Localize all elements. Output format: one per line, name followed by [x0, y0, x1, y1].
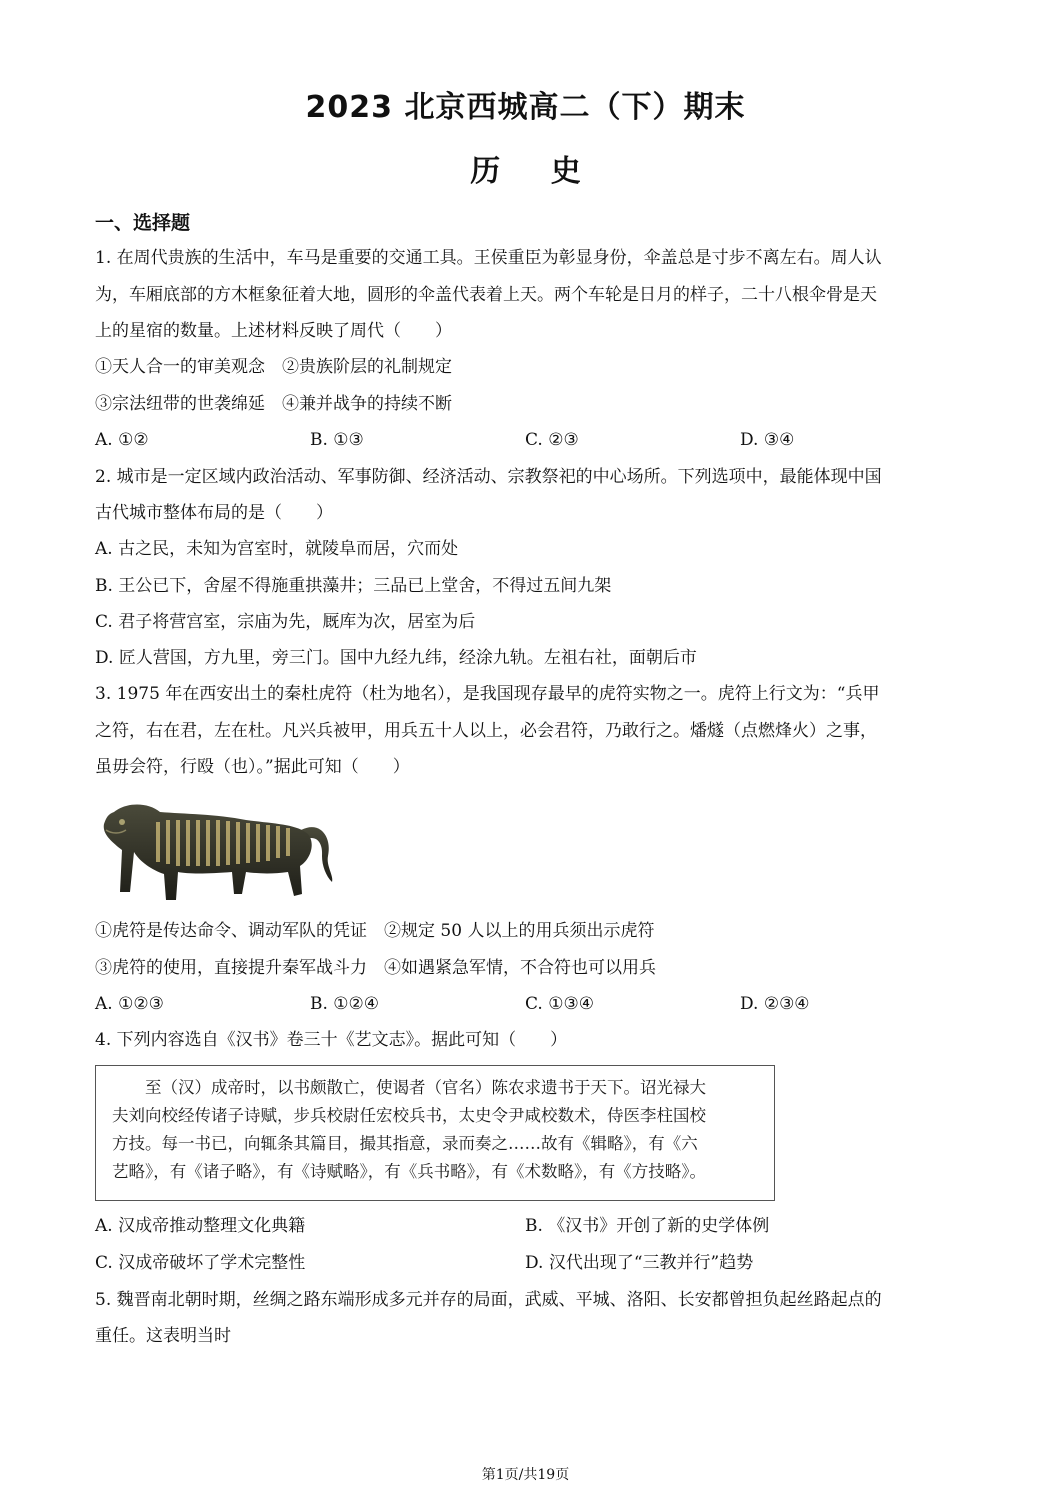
q2-line-2: 古代城市整体布局的是（ ）: [95, 503, 333, 523]
q4-option-c[interactable]: C. 汉成帝破坏了学术完整性: [95, 1253, 306, 1273]
q2-option-d[interactable]: D. 匠人营国，方九里，旁三门。国中九经九纬，经涂九轨。左祖右社，面朝后市: [95, 648, 697, 668]
q3-item-row-2: ③虎符的使用，直接提升秦军战斗力 ④如遇紧急军情，不合符也可以用兵: [95, 958, 656, 978]
q2-option-a[interactable]: A. 古之民，未知为宫室时，就陵阜而居，穴而处: [95, 539, 459, 559]
q3-line-3: 虽毋会符，行殴（也）。”据此可知（ ）: [95, 757, 410, 777]
section-heading: 一、选择题: [95, 212, 191, 234]
q1-item-row-2: ③宗法纽带的世袭绵延 ④兼并战争的持续不断: [95, 394, 452, 414]
q5-line-2: 重任。这表明当时: [95, 1326, 231, 1346]
q1-line-3: 上的星宿的数量。上述材料反映了周代（ ）: [95, 321, 452, 341]
quote-line-2: 夫刘向校经传诸子诗赋，步兵校尉任宏校兵书，太史令尹咸校数术，侍医李柱国校: [112, 1106, 706, 1125]
q2-option-c[interactable]: C. 君子将营宫室，宗庙为先，厩库为次，居室为后: [95, 612, 476, 632]
q2-line-1: 2. 城市是一定区域内政治活动、军事防御、经济活动、宗教祭祀的中心场所。下列选项中，最能体现中国: [95, 467, 882, 487]
q1-line-1: 1. 在周代贵族的生活中，车马是重要的交通工具。王侯重臣为彰显身份，伞盖总是寸步不离左右。周人认: [95, 248, 882, 268]
q3-option-c[interactable]: C. ①③④: [525, 994, 594, 1014]
source-quote-box: [95, 1065, 775, 1201]
q1-option-d[interactable]: D. ③④: [740, 430, 795, 450]
q2-option-b[interactable]: B. 王公已下，舍屋不得施重拱藻井；三品已上堂舍，不得过五间九架: [95, 576, 612, 596]
q1-option-a[interactable]: A. ①②: [95, 430, 149, 450]
subject-title: 历 史: [470, 154, 581, 189]
page-footer: 第1页/共19页: [481, 1467, 570, 1483]
q1-line-2: 为，车厢底部的方木框象征着大地，圆形的伞盖代表着上天。两个车轮是日月的样子，二十八根伞骨是天: [95, 285, 877, 305]
q3-option-b[interactable]: B. ①②④: [310, 994, 380, 1014]
q4-option-b[interactable]: B. 《汉书》开创了新的史学体例: [525, 1216, 770, 1236]
q3-line-1: 3. 1975 年在西安出土的秦杜虎符（杜为地名），是我国现存最早的虎符实物之一。虎符上行文为：“兵甲: [95, 684, 880, 704]
q1-item-row-1: ①天人合一的审美观念 ②贵族阶层的礼制规定: [95, 357, 452, 377]
q5-line-1: 5. 魏晋南北朝时期，丝绸之路东端形成多元并存的局面，武威、平城、洛阳、长安都曾担负起丝路起点的: [95, 1290, 882, 1310]
quote-line-3: 方技。每一书已，向辄条其篇目，撮其指意，录而奏之……故有《辑略》，有《六: [112, 1134, 698, 1153]
quote-line-1: 至（汉）成帝时，以书颇散亡，使谒者（官名）陈农求遗书于天下。诏光禄大: [112, 1078, 706, 1097]
q3-option-d[interactable]: D. ②③④: [740, 994, 810, 1014]
tiger-tally-image: [96, 790, 336, 910]
q3-line-2: 之符，右在君，左在杜。凡兴兵被甲，用兵五十人以上，必会君符，乃敢行之。燔燧（点燃烽火）之事，: [95, 721, 877, 741]
q4-option-d[interactable]: D. 汉代出现了“三教并行”趋势: [525, 1253, 754, 1273]
q3-option-a[interactable]: A. ①②③: [95, 994, 164, 1014]
quote-line-4: 艺略》，有《诸子略》，有《诗赋略》，有《兵书略》，有《术数略》，有《方技略》。: [112, 1162, 706, 1181]
q1-option-c[interactable]: C. ②③: [525, 430, 579, 450]
exam-title: 2023 北京西城高二（下）期末: [305, 90, 746, 125]
q3-item-row-1: ①虎符是传达命令、调动军队的凭证 ②规定 50 人以上的用兵须出示虎符: [95, 921, 655, 941]
q1-option-b[interactable]: B. ①③: [310, 430, 364, 450]
q4-line-1: 4. 下列内容选自《汉书》卷三十《艺文志》。据此可知（ ）: [95, 1030, 568, 1050]
q4-option-a[interactable]: A. 汉成帝推动整理文化典籍: [95, 1216, 306, 1236]
